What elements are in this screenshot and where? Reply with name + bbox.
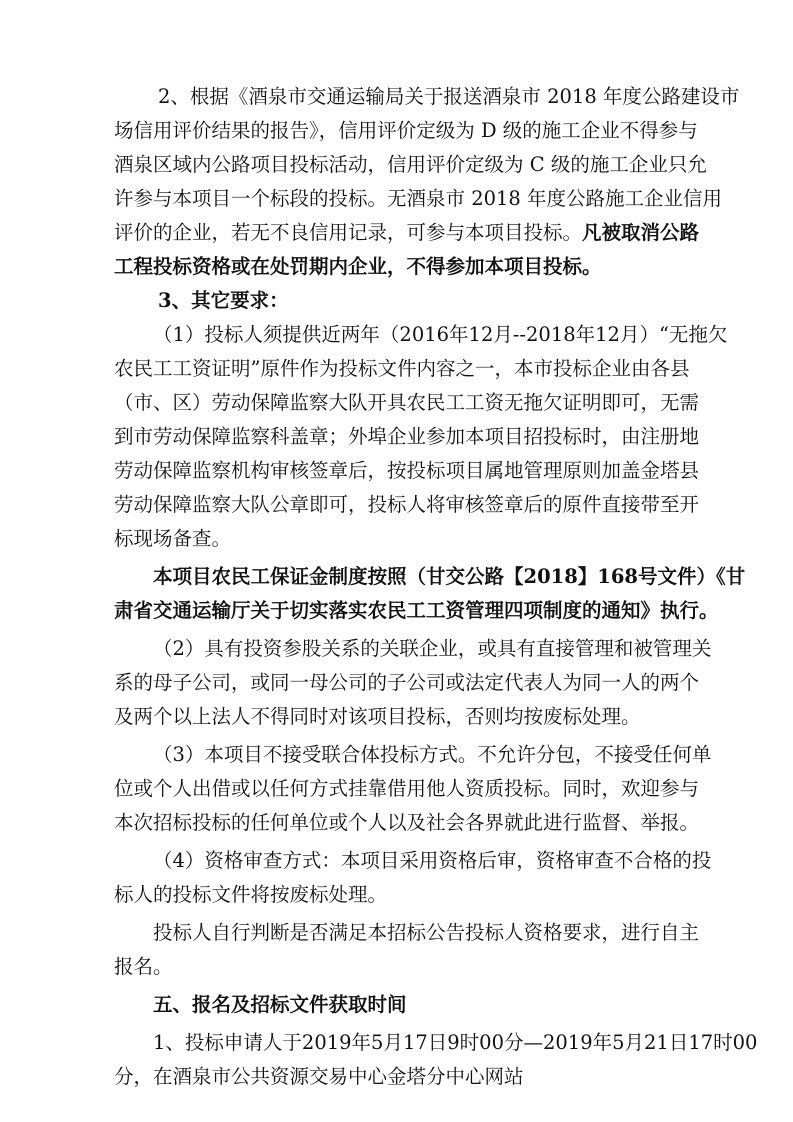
- text-line: 标人的投标文件将按废标处理。: [114, 883, 388, 906]
- text-line: 标现场备查。: [114, 527, 232, 550]
- text-line: 2、根据《酒泉市交通运输局关于报送酒泉市 2018 年度公路建设市: [158, 85, 740, 108]
- text-line: 分，在酒泉市公共资源交易中心金塔分中心网站: [114, 1065, 524, 1088]
- paragraph-self-assessment: [114, 916, 700, 984]
- text-line: （3）本项目不接受联合体投标方式。不允许分包，不接受任何单: [153, 743, 712, 766]
- text-line: 本次招标投标的任何单位或个人以及社会各界就此进行监督、举报。: [114, 811, 700, 834]
- paragraph-no-consortium: [114, 738, 712, 840]
- text-line: 系的母子公司，或同一母公司的子公司或法定代表人为同一人的两个: [114, 671, 700, 694]
- paragraph-qualification-review: [114, 844, 712, 912]
- paragraph-application-period: [114, 1026, 758, 1094]
- text-line: （4）资格审查方式：本项目采用资格后审，资格审查不合格的投: [153, 849, 712, 872]
- document-page: [114, 80, 758, 1094]
- text-line: （2）具有投资参股关系的关联企业，或具有直接管理和被管理关: [153, 637, 712, 660]
- text-line: 投标人自行判断是否满足本招标公告投标人资格要求，进行自主: [153, 921, 700, 944]
- text-line: 位或个人出借或以任何方式挂靠借用他人资质投标。同时，欢迎参与: [114, 777, 700, 800]
- text-line: （市、区）劳动保障监察大队开具农民工工资无拖欠证明即可，无需: [114, 391, 700, 414]
- text-line: 许参与本项目一个标段的投标。无酒泉市 2018 年度公路施工企业信用: [114, 187, 723, 210]
- text-line: 场信用评价结果的报告》，信用评价定级为 D 级的施工企业不得参与: [114, 119, 698, 142]
- text-line: 酒泉区域内公路项目投标活动，信用评价定级为 C 级的施工企业只允: [114, 153, 707, 176]
- text-line: 到市劳动保障监察科盖章；外埠企业参加本项目招投标时，由注册地: [114, 425, 700, 448]
- bold-text-line: 工程投标资格或在处罚期内企业，不得参加本项目投标。: [114, 255, 602, 278]
- paragraph-wage-certificate: [114, 318, 728, 556]
- section-heading-other-requirements: [114, 284, 686, 318]
- text-span: 评价的企业，若无不良信用记录，可参与本项目投标。: [114, 221, 583, 244]
- text-line: 劳动保障监察大队公章即可，投标人将审核签章后的原件直接带至开: [114, 493, 700, 516]
- paragraph-credit-rating: [114, 80, 740, 284]
- text-line: 农民工工资证明”原件作为投标文件内容之一，本市投标企业由各县: [114, 357, 690, 380]
- bold-text-line: 本项目农民工保证金制度按照（甘交公路【2018】168号文件）《甘: [153, 565, 746, 588]
- heading-text: 3、其它要求：: [158, 289, 289, 312]
- text-line: 及两个以上法人不得同时对该项目投标，否则均按废标处理。: [114, 705, 641, 728]
- paragraph-wage-deposit-bold: [114, 560, 746, 628]
- text-line: （1）投标人须提供近两年（2016年12月--2018年12月）“无拖欠: [153, 323, 728, 346]
- heading-text: 五、报名及招标文件获取时间: [153, 993, 407, 1016]
- text-line: 报名。: [114, 955, 173, 978]
- bold-text-span: 凡被取消公路: [582, 221, 700, 244]
- section-heading-registration-time: [114, 988, 686, 1022]
- bold-text-line: 肃省交通运输厅关于切实落实农民工工资管理四项制度的通知》执行。: [114, 599, 719, 622]
- text-line: 劳动保障监察机构审核签章后，按投标项目属地管理原则加盖金塔县: [114, 459, 700, 482]
- text-line: [114, 216, 700, 250]
- text-line: 1、投标申请人于2019年5月17日9时00分—2019年5月21日17时00: [153, 1031, 758, 1054]
- paragraph-related-companies: [114, 632, 712, 734]
